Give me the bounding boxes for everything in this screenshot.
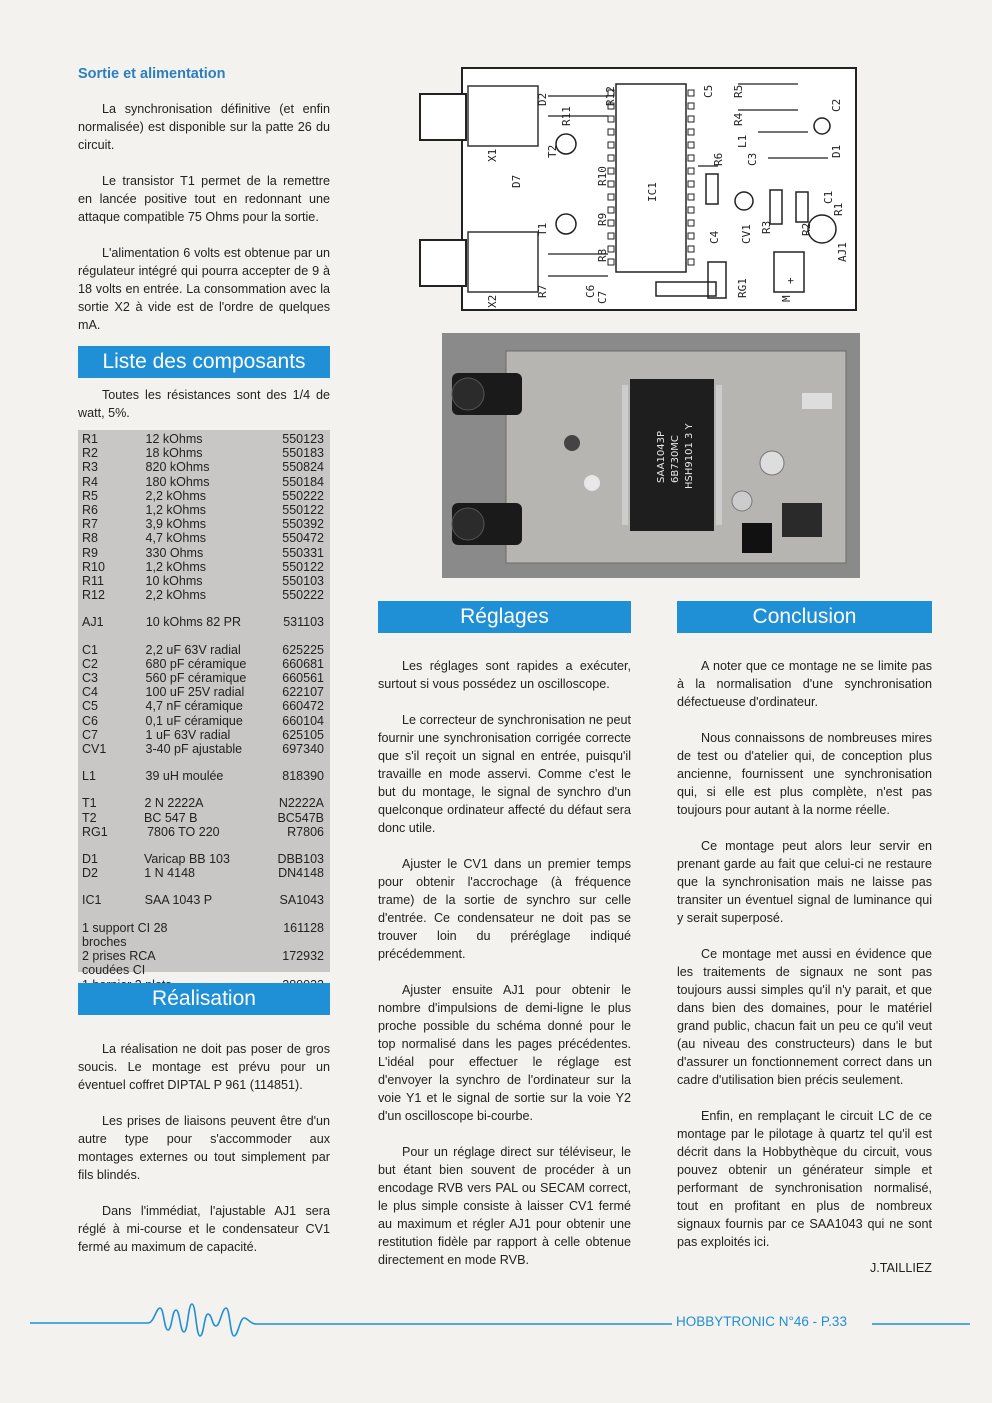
ic1-pin-pad — [608, 207, 614, 213]
part-code: DBB103 — [277, 852, 324, 867]
part-code: R7806 — [287, 824, 324, 839]
reglages-paragraph: Pour un réglage direct sur téléviseur, le but étant bien souvent de procéder à un encodage RVB vers PAL ou SECAM correct, le plus simple consiste à laisser CV1 fermé au maximum et régler AJ1 pour obtenir une restitution fidèle par rapport à celle obtenue directement en mode RVB. — [378, 1145, 631, 1267]
author-signature: J.TAILLIEZ — [869, 1261, 932, 1275]
left-paragraphs — [78, 100, 330, 334]
pcb-component-label: R2 — [800, 222, 813, 236]
part-value: 10 kOhms — [145, 574, 203, 589]
parts-row — [78, 489, 330, 503]
parts-intro: Toutes les résistances sont des 1/4 de watt, 5%. — [78, 388, 330, 420]
part-code: 550222 — [282, 488, 324, 503]
part-ref: C7 — [82, 727, 98, 742]
parts-banner: Liste des composants — [78, 346, 330, 378]
part-ref: T1 — [82, 796, 97, 811]
pcb-component-label: IC1 — [646, 182, 659, 202]
parts-row — [78, 852, 330, 866]
ic1-pin-pad — [688, 116, 694, 122]
part-code: 550123 — [282, 432, 324, 446]
parts-row — [78, 699, 330, 713]
pcb-component-label: D1 — [830, 144, 843, 158]
part-value: 560 pF céramique — [145, 671, 247, 686]
part-value: 1 N 4148 — [144, 866, 195, 881]
ic1-pin-pad — [688, 246, 694, 252]
parts-row — [78, 432, 330, 446]
conclusion-banner: Conclusion — [677, 601, 932, 633]
parts-row — [78, 671, 330, 685]
realisation-paragraph: Dans l'immédiat, l'ajustable AJ1 sera réglé à mi-course et le condensateur CV1 fermé au maximum de capacité. — [78, 1204, 330, 1254]
parts-row — [78, 574, 330, 588]
reglages-paragraph: Le correcteur de synchronisation ne peut fournir une synchronisation corrigée correcte que s'il reçoit un signal en entrée, puisqu'il travaille en mode asservi. Comme c'est le but du montage, le signal de synchro d'un quelconque ordinateur affecté du défaut sera donc utile. — [378, 713, 631, 835]
ic1-pin-pad — [688, 220, 694, 226]
parts-row — [78, 893, 330, 907]
ic1-pin-pad — [688, 207, 694, 213]
part-value: 2,2 uF 63V radial — [145, 642, 241, 657]
footer-page-label: HOBBYTRONIC N°46 - P.33 — [676, 1314, 847, 1329]
parts-row — [78, 475, 330, 489]
part-ref: R2 — [82, 446, 98, 461]
pcb-component-label: D2 — [536, 92, 549, 106]
conclusion-paragraphs — [677, 657, 932, 1269]
part-code: N2222A — [278, 796, 324, 811]
reglages-paragraphs — [378, 657, 631, 1287]
supply-code: 172932 — [282, 949, 324, 964]
left-column — [78, 66, 330, 352]
parts-row — [78, 685, 330, 699]
ic1-pin-pad — [688, 194, 694, 200]
pcb-component-label: CV1 — [740, 224, 753, 244]
part-value: 1 uF 63V radial — [145, 727, 231, 742]
pcb-layout-diagram — [418, 66, 860, 314]
ic1-pin-pad — [688, 168, 694, 174]
part-value: 12 kOhms — [145, 432, 203, 446]
part-code: 697340 — [282, 742, 324, 757]
parts-row — [78, 643, 330, 657]
board-photo — [442, 333, 860, 578]
pcb-component-label: C7 — [596, 290, 609, 304]
rca-x1-outline — [420, 94, 466, 140]
pcb-component-label: T2 — [546, 144, 559, 158]
part-code: DN4148 — [278, 866, 324, 881]
realisation-banner: Réalisation — [78, 983, 330, 1015]
pcb-component-label: R11 — [560, 106, 573, 126]
ic1-pin-pad — [688, 103, 694, 109]
ic1-pin-pad — [608, 194, 614, 200]
pcb-component-label: R4 — [732, 112, 745, 126]
ic1-pin-pad — [608, 233, 614, 239]
pcb-component-label: X2 — [486, 294, 499, 308]
part-value: 1,2 kOhms — [145, 559, 206, 574]
sortie-paragraph: L'alimentation 6 volts est obtenue par un régulateur intégré qui pourra accepter de 9 à 18 volts en entrée. La consommation avec la sortie X2 à vide est de l'ordre de quelques mA. — [78, 246, 330, 332]
part-code: SA1043 — [279, 893, 324, 908]
parts-row — [78, 503, 330, 517]
part-ref: C4 — [82, 685, 98, 700]
parts-row — [78, 796, 330, 810]
part-value: 39 uH moulée — [145, 769, 224, 784]
conclusion-paragraph: Nous connaissons de nombreuses mires de test ou d'atelier qui, de conception plus ancienne, fournissent une synchronisation qui, si elle est plus complète, n'est pas toujours pour autant à la norme réelle. — [677, 731, 932, 817]
part-value: 4,7 kOhms — [145, 531, 206, 546]
part-code: BC547B — [277, 810, 324, 825]
parts-row — [78, 825, 330, 839]
pcb-component-label: C3 — [746, 152, 759, 166]
part-ref: R4 — [82, 474, 98, 489]
sortie-paragraph: La synchronisation définitive (et enfin normalisée) est disponible sur la patte 26 du circuit. — [78, 102, 330, 152]
parts-row — [78, 769, 330, 783]
supply-row — [78, 921, 330, 949]
part-code: 550183 — [282, 446, 324, 461]
reglages-banner: Réglages — [378, 601, 631, 633]
part-ref: L1 — [82, 769, 96, 784]
supply-label: 2 prises RCA coudées CI — [82, 949, 155, 978]
part-value: 2,2 kOhms — [145, 488, 206, 503]
pcb-component-label: R1 — [832, 202, 845, 216]
ic1-pin-pad — [608, 142, 614, 148]
parts-row — [78, 460, 330, 474]
part-code: 660472 — [282, 699, 324, 714]
conclusion-paragraph: Ce montage peut alors leur servir en prenant garde au fait que celui-ci ne restaure que la synchronisation mais ne laisse pas transiter un éventuel signal de luminance qui y serait superposé. — [677, 839, 932, 925]
conclusion-paragraph: Enfin, en remplaçant le circuit LC de ce montage par le pilotage à quartz tel qu'il est décrit dans la Hobbythèque du circuit, vous pouvez obtenir un générateur simple et performant de synchronisation normalisé, tout en profitant en plus de nombreux signaux fournis par ce SAA1043 qui ne sont pas exploités ici. — [677, 1109, 932, 1249]
part-value: 180 kOhms — [145, 474, 210, 489]
ic1-pin-pad — [608, 116, 614, 122]
part-value: 3,9 kOhms — [145, 517, 206, 532]
pcb-component-label: R7 — [536, 284, 549, 298]
part-value: 3-40 pF ajustable — [145, 742, 243, 757]
parts-row — [78, 446, 330, 460]
part-code: 625105 — [282, 727, 324, 742]
part-code: 550122 — [282, 503, 324, 518]
part-ref: R10 — [82, 559, 105, 574]
parts-row — [78, 560, 330, 574]
part-ref: R8 — [82, 531, 98, 546]
part-ref: C1 — [82, 642, 98, 657]
pcb-component-label: R9 — [596, 212, 609, 226]
part-ref: R11 — [82, 574, 105, 589]
part-code: 550184 — [282, 474, 324, 489]
part-value: 820 kOhms — [145, 460, 210, 475]
supply-label: 1 support CI 28 broches — [82, 920, 168, 949]
part-value: 680 pF céramique — [145, 656, 247, 671]
part-code: 818390 — [282, 769, 324, 784]
reglages-paragraph: Ajuster le CV1 dans un premier temps pour obtenir l'accrochage (à fréquence trame) de la sortie de synchro sur celle d'entrée. Ce condensateur ne doit pas se trouver loin du préréglage indiqué précédemment. — [378, 857, 631, 961]
ic1-pin-pad — [688, 181, 694, 187]
reglages-paragraph: Les réglages sont rapides a exécuter, surtout si vous possédez un oscilloscope. — [378, 659, 631, 691]
photo-chip-line-2: 6B730MC — [670, 435, 681, 483]
pcb-component-label: M — [780, 295, 793, 302]
part-code: 550122 — [282, 559, 324, 574]
part-value: 7806 TO 220 — [147, 824, 220, 839]
part-ref: R3 — [82, 460, 98, 475]
parts-table — [78, 430, 330, 978]
pcb-component-label: X1 — [486, 148, 499, 162]
pcb-component-label: RG1 — [736, 278, 749, 298]
part-code: 660104 — [282, 713, 324, 728]
part-value: 2,2 kOhms — [145, 588, 206, 603]
parts-row — [78, 742, 330, 756]
pcb-component-label: R8 — [596, 248, 609, 262]
part-ref: D1 — [82, 852, 98, 867]
sortie-paragraph: Le transistor T1 permet de la remettre en lancée positive tout en redonnant une attaque compatible 75 Ohms pour la sortie. — [78, 174, 330, 224]
realisation-paragraphs — [78, 1040, 330, 1274]
part-code: 550392 — [282, 517, 324, 532]
pcb-component-label: R5 — [732, 84, 745, 98]
parts-row — [78, 588, 330, 602]
part-code: 660561 — [282, 671, 324, 686]
part-code: 531103 — [283, 615, 324, 630]
pcb-component-label: + — [784, 277, 797, 284]
part-value: SAA 1043 P — [144, 893, 213, 908]
pcb-component-label: AJ1 — [836, 242, 849, 262]
part-ref: IC1 — [82, 893, 102, 908]
conclusion-paragraph: Ce montage met aussi en évidence que les traitements de signaux ne sont pas toujours aussi simples qu'il n'y parait, et que dans bien des domaines, pour le matériel grand public, chacun fait un peu ce qu'il veut (au niveau des constructeurs) dans le but d'assurer un fonctionnement correct dans un cadre d'utilisation bien précis seulement. — [677, 947, 932, 1087]
part-value: 18 kOhms — [145, 446, 203, 461]
ic1-pin-pad — [688, 129, 694, 135]
pcb-component-label: D7 — [510, 174, 523, 188]
part-value: 10 kOhms 82 PR — [145, 615, 242, 630]
part-ref: CV1 — [82, 742, 107, 757]
part-ref: R9 — [82, 545, 98, 560]
part-code: 550824 — [282, 460, 324, 475]
part-ref: T2 — [82, 810, 97, 825]
section-heading-sortie: Sortie et alimentation — [78, 66, 226, 82]
part-ref: AJ1 — [82, 615, 104, 630]
part-ref: R7 — [82, 517, 98, 532]
part-value: 100 uF 25V radial — [145, 685, 245, 700]
parts-row — [78, 728, 330, 742]
supply-code: 161128 — [283, 920, 324, 935]
pcb-component-label: C2 — [830, 98, 843, 112]
rca-x2-outline — [420, 240, 466, 286]
pcb-component-label: C5 — [702, 84, 715, 98]
part-ref: C2 — [82, 656, 98, 671]
part-code: 660681 — [282, 656, 324, 671]
ic1-pin-pad — [608, 129, 614, 135]
part-value: 1,2 kOhms — [145, 503, 206, 518]
parts-row — [78, 546, 330, 560]
part-code: 622107 — [282, 685, 324, 700]
part-value: 330 Ohms — [145, 545, 204, 560]
pcb-component-label: L1 — [736, 134, 749, 148]
part-ref: R1 — [82, 432, 98, 446]
pcb-component-label: R3 — [760, 220, 773, 234]
photo-chip-line-1: SAA1043P — [656, 431, 667, 483]
ic1-pin-pad — [608, 155, 614, 161]
parts-row — [78, 811, 330, 825]
part-code: 550222 — [282, 588, 324, 603]
ic1-pin-pad — [688, 233, 694, 239]
ic1-pin-pad — [688, 155, 694, 161]
part-code: 550103 — [282, 574, 324, 589]
photo-chip-line-3: HSH9101 3 Y — [684, 423, 695, 489]
pcb-board-outline — [462, 68, 856, 310]
part-code: 625225 — [282, 642, 324, 657]
part-ref: C5 — [82, 699, 98, 714]
pcb-component-label: C4 — [708, 230, 721, 244]
part-value: BC 547 B — [144, 810, 198, 825]
ic1-pin-pad — [688, 142, 694, 148]
part-value: 2 N 2222A — [144, 796, 204, 811]
parts-row — [78, 866, 330, 880]
part-ref: C6 — [82, 713, 98, 728]
parts-row — [78, 531, 330, 545]
part-ref: R12 — [82, 588, 105, 603]
part-value: 4,7 nF céramique — [145, 699, 243, 714]
part-ref: RG1 — [82, 824, 108, 839]
pcb-component-label: T1 — [536, 222, 549, 236]
part-value: 0,1 uF céramique — [145, 713, 243, 728]
part-ref: C3 — [82, 671, 98, 686]
pcb-component-label: R6 — [712, 152, 725, 166]
parts-row — [78, 517, 330, 531]
ic1-pin-pad — [688, 259, 694, 265]
pcb-component-label: C1 — [822, 190, 835, 204]
conclusion-paragraph: A noter que ce montage ne se limite pas à la normalisation d'une synchronisation défectueuse d'ordinateur. — [677, 659, 932, 709]
part-code: 550331 — [282, 545, 324, 560]
ic1-pin-pad — [688, 90, 694, 96]
realisation-paragraph: Les prises de liaisons peuvent être d'un autre type pour s'accommoder aux montages externes ou tout simplement par fils blindés. — [78, 1114, 330, 1182]
part-code: 550472 — [282, 531, 324, 546]
part-ref: D2 — [82, 866, 98, 881]
pcb-component-label: R10 — [596, 166, 609, 186]
pcb-component-label: C6 — [584, 284, 597, 298]
realisation-paragraph: La réalisation ne doit pas poser de gros soucis. Le montage est prévu pour un éventuel coffret DIPTAL P 961 (114851). — [78, 1042, 330, 1092]
parts-row — [78, 714, 330, 728]
part-ref: R5 — [82, 488, 98, 503]
pcb-component-label: R12 — [604, 86, 617, 106]
reglages-paragraph: Ajuster ensuite AJ1 pour obtenir le nombre d'impulsions de demi-ligne le plus proche possible du schéma donné pour le top normalisé dans les pages précédentes. L'idéal pour effectuer le réglage est d'envoyer la synchro de l'ordinateur sur la voie Y1 et le signal de sortie sur la voie Y2 d'un oscilloscope bi-courbe. — [378, 983, 631, 1123]
part-value: Varicap BB 103 — [144, 852, 230, 867]
parts-row — [78, 615, 330, 629]
part-ref: R6 — [82, 503, 98, 518]
parts-row — [78, 657, 330, 671]
supply-row — [78, 949, 330, 977]
